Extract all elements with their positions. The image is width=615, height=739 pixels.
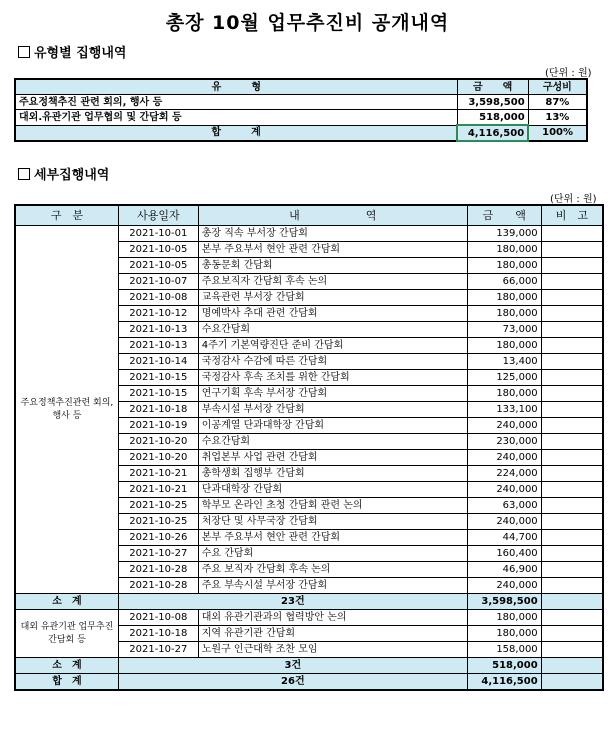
amount-cell: 240,000 (467, 450, 541, 466)
page-title: 총장 10월 업무추진비 공개내역 (165, 12, 450, 34)
date-cell: 2021-10-20 (118, 450, 198, 466)
amount-cell: 158,000 (467, 642, 541, 658)
summary-ratio: 87% (528, 95, 587, 110)
remarks-cell (541, 290, 603, 306)
header-ratio: 구성비 (528, 79, 587, 95)
description-cell: 단과대학장 간담회 (198, 482, 467, 498)
date-cell: 2021-10-14 (118, 354, 198, 370)
date-cell: 2021-10-01 (118, 226, 198, 242)
date-cell: 2021-10-05 (118, 242, 198, 258)
subtotal-count: 23건 (118, 594, 467, 610)
summary-type: 주요정책추진 관련 회의, 행사 등 (15, 95, 457, 110)
amount-cell: 133,100 (467, 402, 541, 418)
description-cell: 지역 유관기관 간담회 (198, 626, 467, 642)
amount-cell: 139,000 (467, 226, 541, 242)
remarks-cell (541, 258, 603, 274)
amount-cell: 240,000 (467, 482, 541, 498)
amount-cell: 180,000 (467, 338, 541, 354)
subtotal-label: 소 계 (15, 658, 118, 674)
amount-cell: 13,400 (467, 354, 541, 370)
remarks-cell (541, 610, 603, 626)
grand-total-count: 26건 (118, 674, 467, 691)
amount-cell: 63,000 (467, 498, 541, 514)
remarks-cell (541, 354, 603, 370)
subtotal-row (15, 658, 603, 674)
section-heading-text: 유형별 집행내역 (34, 46, 127, 61)
description-cell: 수요 간담회 (198, 546, 467, 562)
summary-ratio: 13% (528, 110, 587, 126)
remarks-cell (541, 514, 603, 530)
subtotal-amount: 518,000 (467, 658, 541, 674)
description-cell: 수요간담회 (198, 322, 467, 338)
date-cell: 2021-10-26 (118, 530, 198, 546)
amount-cell: 66,000 (467, 274, 541, 290)
amount-cell: 44,700 (467, 530, 541, 546)
header-category: 구 분 (15, 205, 118, 226)
date-cell: 2021-10-15 (118, 386, 198, 402)
description-cell: 주요 보직자 간담회 후속 논의 (198, 562, 467, 578)
remarks-cell (541, 626, 603, 642)
amount-cell: 224,000 (467, 466, 541, 482)
amount-cell: 46,900 (467, 562, 541, 578)
description-cell: 국정감사 수감에 따른 간담회 (198, 354, 467, 370)
description-cell: 4주기 기본역량진단 준비 간담회 (198, 338, 467, 354)
date-cell: 2021-10-21 (118, 466, 198, 482)
amount-cell: 125,000 (467, 370, 541, 386)
section-heading-by-type (18, 42, 126, 61)
description-cell: 주요 부속시설 부서장 간담회 (198, 578, 467, 594)
summary-total-row (15, 125, 587, 141)
subtotal-remarks (541, 658, 603, 674)
amount-cell: 240,000 (467, 418, 541, 434)
date-cell: 2021-10-08 (118, 290, 198, 306)
date-cell: 2021-10-27 (118, 642, 198, 658)
description-cell: 교육관련 부서장 간담회 (198, 290, 467, 306)
amount-cell: 160,400 (467, 546, 541, 562)
grand-total-remarks (541, 674, 603, 691)
remarks-cell (541, 482, 603, 498)
detail-table (14, 204, 604, 691)
remarks-cell (541, 370, 603, 386)
date-cell: 2021-10-13 (118, 338, 198, 354)
remarks-cell (541, 242, 603, 258)
amount-cell: 180,000 (467, 258, 541, 274)
grand-total-amount: 4,116,500 (467, 674, 541, 691)
date-cell: 2021-10-13 (118, 322, 198, 338)
description-cell: 총동문회 간담회 (198, 258, 467, 274)
table-row (15, 610, 603, 626)
amount-cell: 180,000 (467, 242, 541, 258)
date-cell: 2021-10-21 (118, 482, 198, 498)
unit-label: (단위 : 원) (545, 68, 592, 79)
amount-cell: 230,000 (467, 434, 541, 450)
remarks-cell (541, 274, 603, 290)
header-date: 사용일자 (118, 205, 198, 226)
remarks-cell (541, 546, 603, 562)
amount-cell: 180,000 (467, 610, 541, 626)
description-cell: 국정감사 후속 조치를 위한 간담회 (198, 370, 467, 386)
detail-header-row (15, 205, 603, 226)
header-amount: 금 액 (467, 205, 541, 226)
category-cell: 대외 유관기관 업무추진 간담회 등 (15, 610, 118, 658)
subtotal-count: 3건 (118, 658, 467, 674)
description-cell: 취업본부 사업 관련 간담회 (198, 450, 467, 466)
date-cell: 2021-10-15 (118, 370, 198, 386)
remarks-cell (541, 402, 603, 418)
category-cell: 주요정책추진관련 회의, 행사 등 (15, 226, 118, 594)
remarks-cell (541, 434, 603, 450)
description-cell: 본부 주요부서 현안 관련 간담회 (198, 530, 467, 546)
date-cell: 2021-10-28 (118, 562, 198, 578)
description-cell: 주요보직자 간담회 후속 논의 (198, 274, 467, 290)
date-cell: 2021-10-19 (118, 418, 198, 434)
summary-total-ratio: 100% (528, 125, 587, 141)
remarks-cell (541, 306, 603, 322)
remarks-cell (541, 498, 603, 514)
date-cell: 2021-10-20 (118, 434, 198, 450)
checkbox-square-icon (18, 46, 30, 58)
summary-total-label: 합 계 (15, 125, 457, 141)
remarks-cell (541, 450, 603, 466)
remarks-cell (541, 418, 603, 434)
description-cell: 본부 주요부서 현안 관련 간담회 (198, 242, 467, 258)
remarks-cell (541, 562, 603, 578)
description-cell: 대외 유관기관과의 협력방안 논의 (198, 610, 467, 626)
date-cell: 2021-10-25 (118, 498, 198, 514)
table-row (15, 110, 587, 126)
subtotal-remarks (541, 594, 603, 610)
description-cell: 노원구 인근대학 조찬 모임 (198, 642, 467, 658)
description-cell: 부속시설 부서장 간담회 (198, 402, 467, 418)
date-cell: 2021-10-27 (118, 546, 198, 562)
amount-cell: 240,000 (467, 578, 541, 594)
remarks-cell (541, 578, 603, 594)
remarks-cell (541, 322, 603, 338)
summary-total-amount[interactable]: 4,116,500 (457, 125, 528, 141)
unit-label: (단위 : 원) (550, 194, 597, 205)
section-heading-detail (18, 164, 109, 183)
summary-table (14, 78, 588, 142)
amount-cell: 180,000 (467, 290, 541, 306)
subtotal-label: 소 계 (15, 594, 118, 610)
date-cell: 2021-10-25 (118, 514, 198, 530)
amount-cell: 180,000 (467, 626, 541, 642)
description-cell: 이공계열 단과대학장 간담회 (198, 418, 467, 434)
subtotal-row (15, 594, 603, 610)
grand-total-label: 합 계 (15, 674, 118, 691)
header-description: 내 역 (198, 205, 467, 226)
date-cell: 2021-10-08 (118, 610, 198, 626)
date-cell: 2021-10-07 (118, 274, 198, 290)
description-cell: 학부모 온라인 초청 간담회 관련 논의 (198, 498, 467, 514)
table-row (15, 226, 603, 242)
date-cell: 2021-10-05 (118, 258, 198, 274)
description-cell: 총장 직속 부서장 간담회 (198, 226, 467, 242)
summary-amount: 518,000 (457, 110, 528, 126)
date-cell: 2021-10-28 (118, 578, 198, 594)
section-heading-text: 세부집행내역 (34, 168, 110, 183)
amount-cell: 180,000 (467, 306, 541, 322)
description-cell: 수요간담회 (198, 434, 467, 450)
description-cell: 명예박사 추대 관련 간담회 (198, 306, 467, 322)
date-cell: 2021-10-12 (118, 306, 198, 322)
amount-cell: 180,000 (467, 386, 541, 402)
description-cell: 처장단 및 사무국장 간담회 (198, 514, 467, 530)
remarks-cell (541, 530, 603, 546)
subtotal-amount: 3,598,500 (467, 594, 541, 610)
remarks-cell (541, 226, 603, 242)
remarks-cell (541, 386, 603, 402)
table-row (15, 95, 587, 110)
summary-amount: 3,598,500 (457, 95, 528, 110)
date-cell: 2021-10-18 (118, 626, 198, 642)
remarks-cell (541, 466, 603, 482)
summary-type: 대외.유관기관 업무협의 및 간담회 등 (15, 110, 457, 126)
remarks-cell (541, 642, 603, 658)
remarks-cell (541, 338, 603, 354)
amount-cell: 73,000 (467, 322, 541, 338)
header-remarks: 비 고 (541, 205, 603, 226)
grand-total-row (15, 674, 603, 691)
header-amount: 금 액 (457, 79, 528, 95)
summary-header-row (15, 79, 587, 95)
header-type: 유 형 (15, 79, 457, 95)
description-cell: 총학생회 집행부 간담회 (198, 466, 467, 482)
date-cell: 2021-10-18 (118, 402, 198, 418)
description-cell: 연구기획 후속 부서장 간담회 (198, 386, 467, 402)
amount-cell: 240,000 (467, 514, 541, 530)
checkbox-square-icon (18, 168, 30, 180)
